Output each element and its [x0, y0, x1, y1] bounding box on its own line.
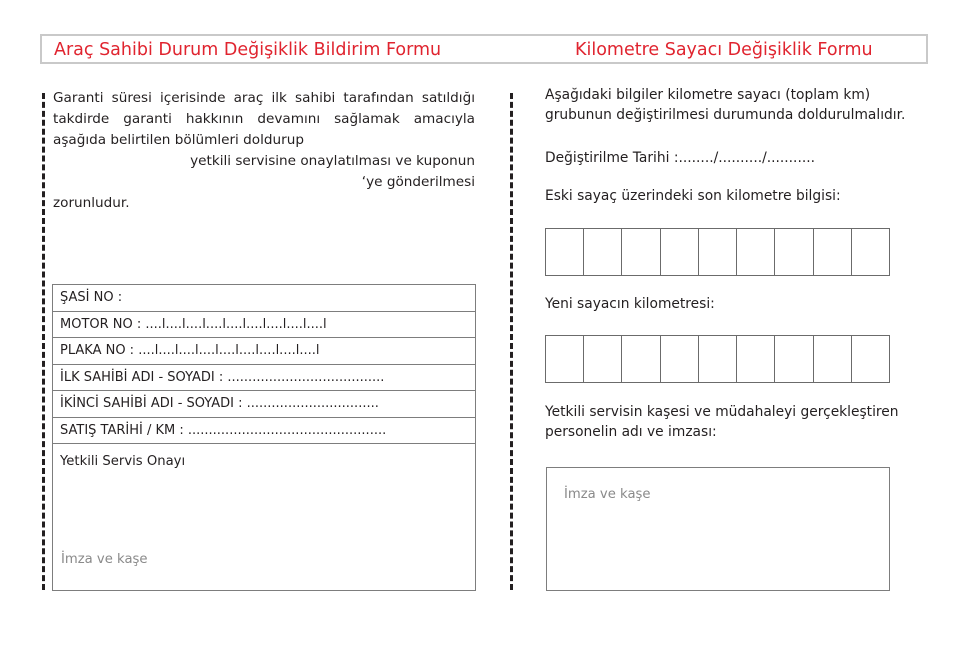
form-header [40, 34, 928, 64]
plate-no-field[interactable]: PLAKA NO : ....l....l....l....l....l....l....l....l....l [53, 338, 475, 365]
new-km-digit-box[interactable] [546, 336, 584, 382]
engine-no-field[interactable]: MOTOR NO : ....l....l....l....l....l....l....l....l....l [53, 312, 475, 339]
old-km-digit-boxes[interactable] [545, 228, 890, 276]
change-date-field[interactable]: Değiştirilme Tarihi :......../........../........... [545, 150, 815, 166]
service-approval-label: Yetkili Servis Onayı [60, 454, 186, 469]
ownership-signature-placeholder[interactable]: İmza ve kaşe [61, 552, 148, 567]
new-km-digit-box[interactable] [852, 336, 889, 382]
old-km-digit-box[interactable] [737, 229, 775, 275]
odometer-description: Aşağıdaki bilgiler kilometre sayacı (toplam km) grubunun değiştirilmesi durumunda doldurulmalıdır. [545, 87, 906, 123]
new-km-label: Yeni sayacın kilometresi: [545, 296, 715, 312]
odometer-form-title: Kilometre Sayacı Değişiklik Formu [575, 40, 873, 60]
intro-line-servis: yetkili servisine onaylatılması ve kuponun [190, 153, 475, 169]
first-owner-name-field[interactable]: İLK SAHİBİ ADI - SOYADI : ...................................... [53, 365, 475, 392]
old-km-digit-box[interactable] [775, 229, 813, 275]
cut-line-left [42, 93, 45, 590]
intro-line-gonderilmesi: ‘ye gönderilmesi [361, 174, 475, 190]
new-km-digit-box[interactable] [814, 336, 852, 382]
old-km-digit-box[interactable] [584, 229, 622, 275]
new-km-digit-box[interactable] [584, 336, 622, 382]
ownership-form-table [52, 284, 476, 591]
old-km-digit-box[interactable] [852, 229, 889, 275]
old-km-digit-box[interactable] [814, 229, 852, 275]
old-km-digit-box[interactable] [546, 229, 584, 275]
intro-line-zorunlu: zorunludur. [53, 195, 130, 211]
sale-date-km-field[interactable]: SATIŞ TARİHİ / KM : ................................................ [53, 418, 475, 445]
new-km-digit-box[interactable] [622, 336, 660, 382]
new-km-digit-box[interactable] [699, 336, 737, 382]
old-km-digit-box[interactable] [661, 229, 699, 275]
new-km-digit-box[interactable] [737, 336, 775, 382]
old-km-digit-box[interactable] [699, 229, 737, 275]
new-km-digit-box[interactable] [661, 336, 699, 382]
second-owner-name-field[interactable]: İKİNCİ SAHİBİ ADI - SOYADI : ................................ [53, 391, 475, 418]
service-stamp-label: Yetkili servisin kaşesi ve müdahaleyi gerçekleştiren personelin adı ve imzası: [545, 404, 899, 440]
chassis-no-field[interactable]: ŞASİ NO : [53, 285, 475, 312]
cut-line-middle [510, 93, 513, 590]
old-km-digit-box[interactable] [622, 229, 660, 275]
new-km-digit-box[interactable] [775, 336, 813, 382]
intro-paragraph: Garanti süresi içerisinde araç ilk sahibi tarafından satıldığı takdirde garanti hakkının devamını sağlamak amacıyla aşağıda belirtilen bölümleri doldurup [53, 90, 475, 148]
odometer-signature-box[interactable] [546, 467, 890, 591]
odometer-signature-placeholder: İmza ve kaşe [564, 487, 651, 502]
ownership-form-title: Araç Sahibi Durum Değişiklik Bildirim Formu [54, 40, 442, 60]
old-km-label: Eski sayaç üzerindeki son kilometre bilgisi: [545, 188, 841, 204]
new-km-digit-boxes[interactable] [545, 335, 890, 383]
ownership-intro [53, 88, 475, 214]
